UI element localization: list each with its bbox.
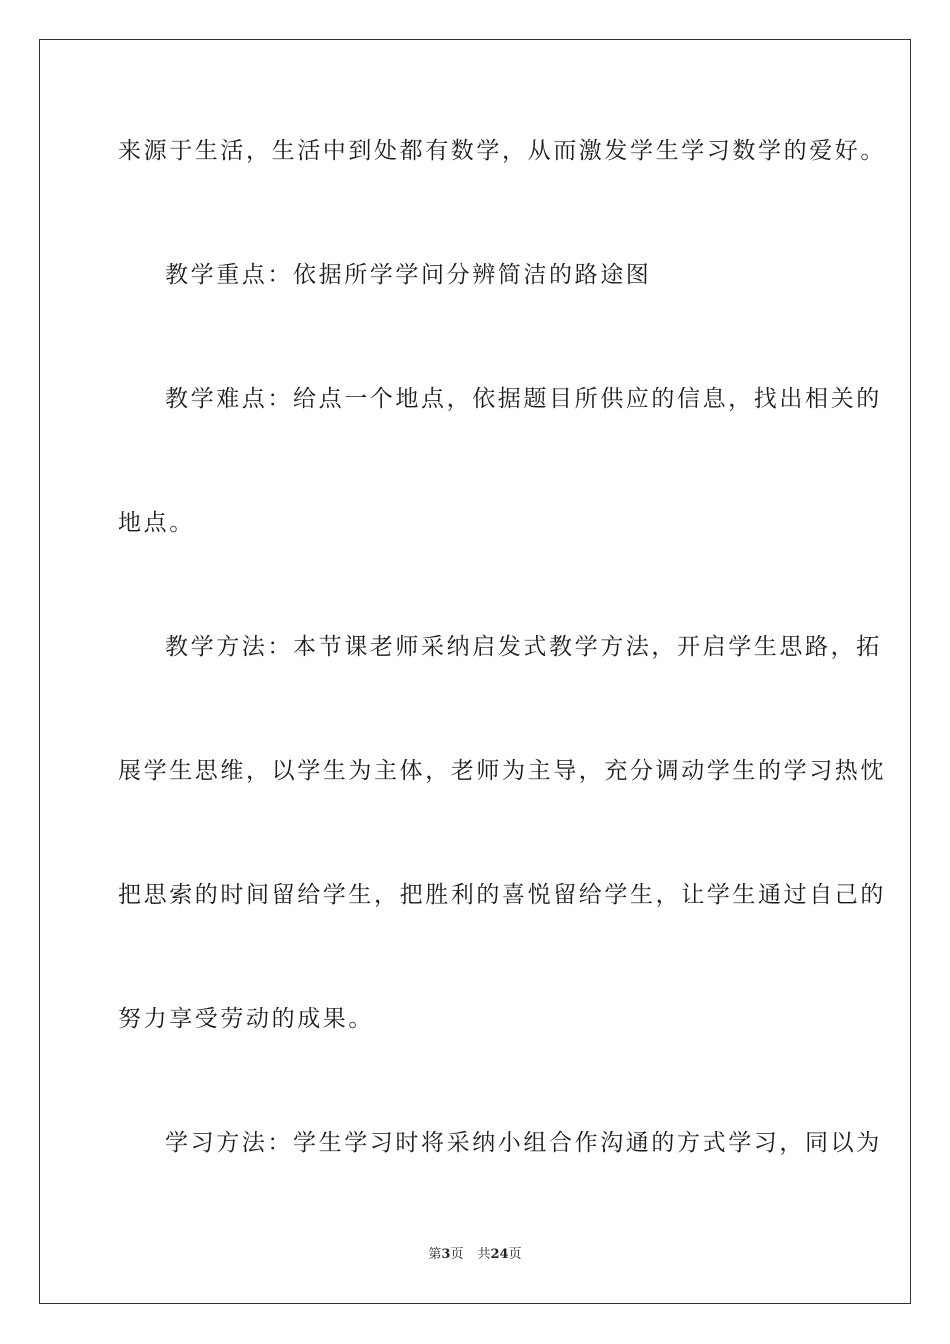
page-footer: [0, 1246, 950, 1264]
paragraph-line: 教学方法：本节课老师采纳启发式教学方法，开启学生思路，拓: [165, 634, 882, 660]
paragraph-line: 教学重点：依据所学学问分辨简洁的路途图: [165, 262, 652, 288]
total-suffix: 页: [508, 1247, 522, 1262]
paragraph-line: 来源于生活，生活中到处都有数学，从而激发学生学习数学的爱好。: [118, 138, 886, 164]
paragraph-line: 教学难点：给点一个地点，依据题目所供应的信息，找出相关的: [165, 386, 882, 412]
page-prefix: 第: [428, 1247, 442, 1262]
paragraph-line: 展学生思维，以学生为主体，老师为主导，充分调动学生的学习热忱: [118, 758, 886, 784]
page-total-number: 24: [490, 1247, 509, 1262]
total-prefix: 共: [477, 1247, 491, 1262]
page-border: [39, 39, 911, 1304]
paragraph-line: 学习方法：学生学习时将采纳小组合作沟通的方式学习，同以为: [165, 1130, 882, 1156]
paragraph-line: 把思索的时间留给学生，把胜利的喜悦留给学生，让学生通过自己的: [118, 882, 886, 908]
page-suffix: 页: [450, 1247, 464, 1262]
paragraph-line: 地点。: [118, 510, 195, 536]
page-current-number: 3: [441, 1247, 451, 1262]
paragraph-line: 努力享受劳动的成果。: [118, 1006, 374, 1032]
